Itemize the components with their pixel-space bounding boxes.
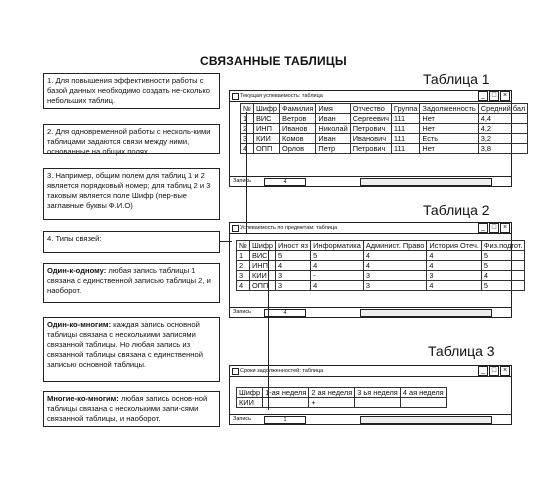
table-row[interactable] [241,134,528,144]
minimize-icon[interactable]: _ [478,366,488,376]
table-cell[interactable]: Николай [316,124,350,134]
table-cell[interactable]: ВИС [249,251,275,261]
record-number[interactable]: 4 [264,309,306,317]
window-menu-icon[interactable] [232,225,239,232]
record-number[interactable]: 1 [264,416,306,424]
table-cell[interactable]: 4,4 [478,114,528,124]
table-cell[interactable]: 4 [311,261,364,271]
table-row[interactable] [241,114,528,124]
note-box-3 [43,168,220,220]
note-text: 3. Например, общим полем для таблиц 1 и 2 является порядковый номер; для таблиц 2 и 3 таковым является поле Шифр (пер-вые заглавные буквы Ф.И.О) [47,171,211,210]
table2-window-title: Успеваемость по предметам: таблица [240,225,338,231]
table-cell[interactable]: 3 [276,271,311,281]
table-cell[interactable]: Ветров [280,114,316,124]
connector-line [220,241,232,242]
table-cell[interactable]: 3 [237,271,250,281]
table-cell[interactable]: + [309,398,355,408]
table-cell[interactable]: КИИ [237,398,263,408]
record-label: Запись [233,178,252,184]
table-cell[interactable]: 111 [391,124,419,134]
note-box-7 [43,391,220,427]
table-cell[interactable]: 3 [241,134,254,144]
column-header[interactable]: История Отеч. [427,241,482,251]
table-cell[interactable]: 4 [427,251,482,261]
table-cell[interactable]: Нет [420,144,478,154]
table2-window [229,222,523,318]
column-header[interactable]: № [237,241,250,251]
table1-label: Таблица 1 [423,71,490,87]
note-text: 4. Типы связей: [47,234,102,243]
note-box-4 [43,231,220,253]
link-line-2-3 [268,250,269,410]
table-row[interactable] [237,251,525,261]
column-header[interactable]: № [241,104,254,114]
table1-grid [240,103,528,154]
note-box-1 [43,73,220,109]
note-text: 2. Для одновременной работы с несколь-кими таблицами задаются связи между ними, основанные на общих полях. [47,127,211,156]
table-cell[interactable]: 2 [241,124,254,134]
table-cell[interactable]: Иван [316,134,350,144]
table-cell[interactable]: ИНП [253,124,279,134]
table-cell[interactable] [400,398,446,408]
table-cell[interactable]: 1 [237,251,250,261]
table-cell[interactable]: 4 [241,144,254,154]
table3-window-title: Сроки задолженностей: таблица [240,368,324,374]
table-cell[interactable]: 4 [427,261,482,271]
column-header[interactable]: 3 ья неделя [355,388,401,398]
column-header[interactable]: Отчество [350,104,391,114]
table-cell[interactable]: 111 [391,144,419,154]
column-header[interactable]: Шифр [237,388,263,398]
table-cell[interactable]: 3 [276,281,311,291]
column-header[interactable]: Шифр [253,104,279,114]
table-cell[interactable]: - [311,271,364,281]
note-term: Один-ко-многим: [47,320,112,329]
table-cell[interactable]: Орлов [280,144,316,154]
table3-titlebar [230,366,511,377]
table-cell[interactable]: Есть [420,134,478,144]
table-cell[interactable]: 5 [481,261,525,271]
table-cell[interactable]: 4 [276,261,311,271]
table-cell[interactable]: Комов [280,134,316,144]
table-cell[interactable]: Сергеевич [350,114,391,124]
table-cell[interactable]: Петр [316,144,350,154]
table1-window [229,90,526,187]
column-header[interactable]: 1-ая неделя [263,388,309,398]
table-cell[interactable]: 1 [241,114,254,124]
column-header[interactable]: Шифр [249,241,275,251]
column-header[interactable]: Группа [391,104,419,114]
horizontal-scrollbar[interactable] [360,309,492,317]
horizontal-scrollbar[interactable] [360,416,492,424]
minimize-icon[interactable]: _ [478,91,488,101]
table-cell[interactable]: 2 [237,261,250,271]
record-label: Запись [233,309,252,315]
table3-window [229,365,512,425]
table-cell[interactable]: 4 [363,261,427,271]
table-cell[interactable]: 3 [363,281,427,291]
record-number[interactable]: 4 [264,178,306,186]
window-menu-icon[interactable] [232,368,239,375]
note-box-2 [43,124,220,154]
table-cell[interactable]: 111 [391,114,419,124]
table-cell[interactable]: 111 [391,134,419,144]
table-cell[interactable]: 4,2 [478,124,528,134]
window-menu-icon[interactable] [232,93,239,100]
table1-titlebar [230,91,511,102]
table-cell[interactable] [355,398,401,408]
table-cell[interactable]: 4 [311,281,364,291]
maximize-icon[interactable]: □ [489,91,499,101]
table-cell[interactable]: 5 [481,251,525,261]
table-cell[interactable]: 5 [481,281,525,291]
column-header[interactable]: Средний бал [478,104,528,114]
table-cell[interactable]: ОПП [249,281,275,291]
table-cell[interactable]: ОПП [253,144,279,154]
table-row[interactable] [237,261,525,271]
table-cell[interactable]: 5 [276,251,311,261]
table-cell[interactable]: Иван [316,114,350,124]
table-row[interactable] [237,271,525,281]
table-cell[interactable]: Иванов [280,124,316,134]
table-row[interactable] [241,124,528,134]
column-header[interactable]: Физ.подгот. [481,241,525,251]
table-cell[interactable]: 4 [363,251,427,261]
record-label: Запись [233,416,252,422]
column-header[interactable]: Админист. Право [363,241,427,251]
table-cell[interactable]: ВИС [253,114,279,124]
table-cell[interactable]: Нет [420,124,478,134]
table-row[interactable] [237,281,525,291]
table-cell[interactable] [263,398,309,408]
column-header[interactable]: 2 ая неделя [309,388,355,398]
minimize-icon[interactable]: _ [478,223,488,233]
page-title: СВЯЗАННЫЕ ТАБЛИЦЫ [200,54,347,68]
table1-window-title: Текущая успеваемость: таблица [240,93,323,99]
column-header[interactable]: Иност яз [276,241,311,251]
table1-statusbar [230,176,511,186]
table-cell[interactable]: 4 [427,281,482,291]
table-cell[interactable]: КИИ [253,134,279,144]
table-cell[interactable]: КИИ [249,271,275,281]
link-line-1-2 [246,112,247,234]
close-icon[interactable]: × [500,366,510,376]
table-cell[interactable]: 5 [311,251,364,261]
table-cell[interactable]: 4 [481,271,525,281]
table-cell[interactable]: Иванович [350,134,391,144]
note-term: Многие-ко-многим: [47,394,119,403]
note-text: каждая запись основной таблицы связана с несколькими записями связанной таблицы. Но любая запись из связанной таблицы связана с единственной записью основной таблицы. [47,320,203,369]
table-cell[interactable]: 3 [427,271,482,281]
note-box-5 [43,263,220,303]
note-box-6 [43,317,220,382]
table-row[interactable] [241,144,528,154]
table3-label: Таблица 3 [428,343,495,359]
table2-label: Таблица 2 [423,202,490,218]
close-icon[interactable]: × [500,91,510,101]
table-cell[interactable]: Нет [420,114,478,124]
horizontal-scrollbar[interactable] [360,178,492,186]
table3-statusbar [230,414,511,424]
table-cell[interactable]: Петрович [350,144,391,154]
column-header[interactable]: Имя [316,104,350,114]
note-text: любая запись основ-ной таблицы связана с несколькими запи-сями связанной таблицы, и наоборот. [47,394,208,423]
note-text: любая запись таблицы 1 связана с единственной записью таблицы 2, и наоборот. [47,266,211,295]
table-cell[interactable]: 4 [237,281,250,291]
header-row [241,104,528,114]
table2-statusbar [230,307,511,317]
table-cell[interactable]: 3,2 [478,134,528,144]
column-header[interactable]: 4 ая неделя [400,388,446,398]
table2-titlebar [230,223,511,234]
table2-grid [236,240,525,291]
table-cell[interactable]: 3,8 [478,144,528,154]
table-cell[interactable]: Петрович [350,124,391,134]
note-text: 1. Для повышения эффективности работы с базой данных необходимо создать не-сколько небольших таблиц. [47,76,211,105]
header-row [237,241,525,251]
maximize-icon[interactable]: □ [489,366,499,376]
column-header[interactable]: Задолженность [420,104,478,114]
column-header[interactable]: Фамилия [280,104,316,114]
column-header[interactable]: Информатика [311,241,364,251]
table-cell[interactable]: 3 [363,271,427,281]
table-cell[interactable]: ИНП [249,261,275,271]
close-icon[interactable]: × [500,223,510,233]
maximize-icon[interactable]: □ [489,223,499,233]
note-term: Один-к-одному: [47,266,107,275]
